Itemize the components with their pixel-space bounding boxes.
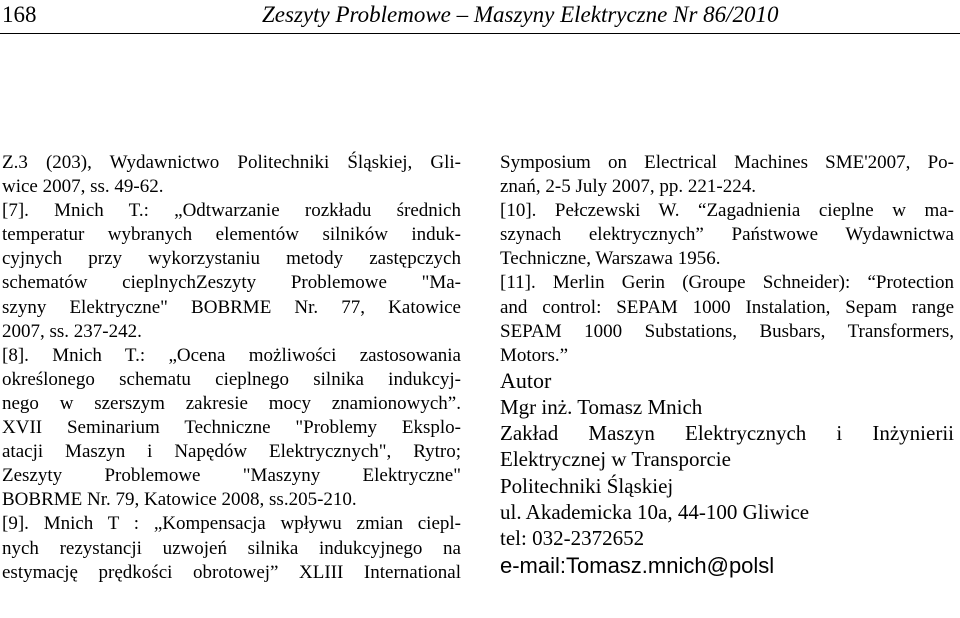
right-column [500,151,954,580]
author-email: e-mail:Tomasz.mnich@polsl [500,552,775,578]
left-column [2,151,461,585]
page-header [0,0,960,34]
reference-line: szyny Elektryczne" BOBRME Nr. 77, Katowice [2,296,461,318]
reference-line: Symposium on Electrical Machines SME'2007, Po- [500,152,954,173]
reference-line: [10]. Pełczewski W. “Zagadnienia cieplne w ma- [500,200,954,222]
reference-line: Z.3 (203), Wydawnictwo Politechniki Śląskiej, Gli- [2,152,461,173]
reference-line: schematów cieplnychZeszyty Problemowe "Ma- [2,272,461,294]
reference-line: SEPAM 1000 Substations, Busbars, Transformers, [500,320,954,342]
header-divider [0,33,960,34]
reference-line: cyjnych przy wykorzystaniu metody zastępczych [2,248,461,270]
reference-line: określonego schematu cieplnego silnika indukcyj- [2,368,461,390]
author-phone: tel: 032-2372652 [500,526,645,551]
author-address: ul. Akademicka 10a, 44-100 Gliwice [500,500,810,525]
reference-line: [11]. Merlin Gerin (Groupe Schneider): “Protection [500,272,954,294]
reference-line: XVII Seminarium Techniczne "Problemy Eksplo- [2,417,461,439]
reference-line: and control: SEPAM 1000 Instalation, Sepam range [500,296,954,318]
reference-line: wice 2007, ss. 49-62. [2,176,164,198]
reference-line: Techniczne, Warszawa 1956. [500,248,721,270]
reference-line: nego w szerszym zakresie mocy znamionowych”. [2,392,461,414]
reference-line: temperatur wybranych elementów silników induk- [2,224,461,246]
reference-line: [9]. Mnich T : „Kompensacja wpływu zmian ciepl- [2,513,461,535]
author-affiliation: Zakład Maszyn Elektrycznych i Inżynierii [500,421,954,446]
author-block [500,394,954,580]
reference-line: szynach elektrycznych” Państwowe Wydawnictwa [500,224,954,246]
reference-line: BOBRME Nr. 79, Katowice 2008, ss.205-210. [2,489,357,511]
reference-line: nych rezystancji uzwojeń silnika indukcyjnego na [2,537,461,559]
reference-line: Zeszyty Problemowe "Maszyny Elektryczne" [2,465,461,487]
author-affiliation: Elektrycznej w Transporcie [500,447,731,472]
author-affiliation: Politechniki Śląskiej [500,473,674,498]
page-number: 168 [2,2,37,27]
reference-line: estymację prędkości obrotowej” XLIII International [2,561,461,583]
reference-line: [8]. Mnich T.: „Ocena możliwości zastosowania [2,344,461,366]
reference-line: 2007, ss. 237-242. [2,320,142,342]
reference-line: Motors.” [500,344,569,366]
running-title: Zeszyty Problemowe – Maszyny Elektryczne Nr 86/2010 [262,2,779,27]
reference-line: znań, 2-5 July 2007, pp. 221-224. [500,176,756,198]
author-name: Mgr inż. Tomasz Mnich [500,394,703,419]
reference-line: [7]. Mnich T.: „Odtwarzanie rozkładu średnich [2,200,461,222]
author-heading: Autor [500,367,552,393]
reference-line: atacji Maszyn i Napędów Elektrycznych", Rytro; [2,441,461,463]
